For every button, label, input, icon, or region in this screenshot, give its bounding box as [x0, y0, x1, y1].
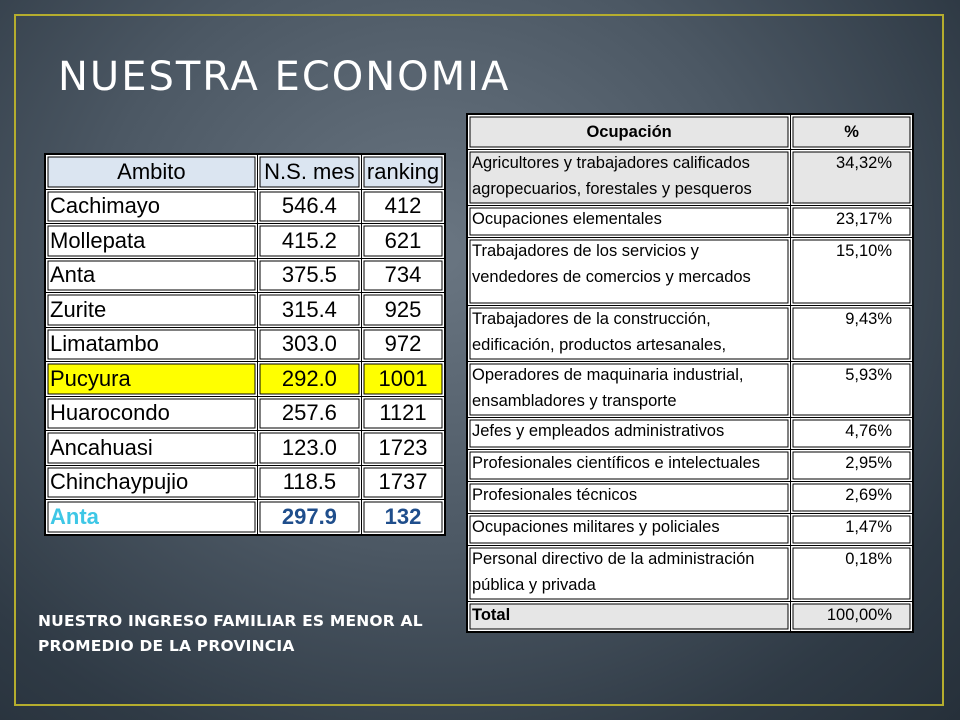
header-ns-mes: N.S. mes: [257, 154, 361, 189]
cell-ranking: 621: [362, 224, 445, 259]
table-row: [45, 431, 445, 466]
cell-ranking: 1737: [362, 465, 445, 500]
cell-percent: 23,17%: [791, 206, 913, 238]
cell-ocupacion: Operadores de maquinaria industrial, ensambladores y transporte: [467, 362, 791, 418]
cell-ranking: 1121: [362, 396, 445, 431]
table-row: [467, 362, 913, 418]
cell-ranking: 734: [362, 258, 445, 293]
table-row: [45, 224, 445, 259]
table-row: [467, 450, 913, 482]
table-row: [45, 327, 445, 362]
cell-ocupacion: Personal directivo de la administración pública y privada: [467, 546, 791, 602]
table-row: [467, 418, 913, 450]
table-row: [45, 258, 445, 293]
table-row: [467, 238, 913, 306]
cell-ns-mes: 303.0: [257, 327, 361, 362]
table-row: [45, 465, 445, 500]
cell-ocupacion: Profesionales técnicos: [467, 482, 791, 514]
table-row: [45, 396, 445, 431]
table-row: [467, 306, 913, 362]
table-header-row: [45, 154, 445, 189]
total-row: [467, 602, 913, 632]
cell-ns-mes: 315.4: [257, 293, 361, 328]
cell-ambito: Chinchaypujio: [45, 465, 257, 500]
table-row: [467, 206, 913, 238]
cell-ocupacion: Ocupaciones militares y policiales: [467, 514, 791, 546]
cell-ambito: Cachimayo: [45, 189, 257, 224]
cell-ambito: Mollepata: [45, 224, 257, 259]
total-row: [45, 500, 445, 535]
cell-percent: 34,32%: [791, 150, 913, 206]
cell-ocupacion: Agricultores y trabajadores calificados agropecuarios, forestales y pesqueros: [467, 150, 791, 206]
highlighted-row-pucyura: [45, 362, 445, 397]
header-ranking: ranking: [362, 154, 445, 189]
cell-ocupacion: Trabajadores de los servicios y vendedores de comercios y mercados: [467, 238, 791, 306]
header-ambito: Ambito: [45, 154, 257, 189]
header-ocupacion: Ocupación: [467, 114, 791, 150]
cell-ns-mes: 292.0: [257, 362, 361, 397]
table-row: [467, 150, 913, 206]
cell-ranking: 412: [362, 189, 445, 224]
cell-ns-mes: 546.4: [257, 189, 361, 224]
total-percent: 100,00%: [791, 602, 913, 632]
total-ns-mes: 297.9: [257, 500, 361, 535]
cell-ns-mes: 415.2: [257, 224, 361, 259]
cell-ns-mes: 123.0: [257, 431, 361, 466]
cell-ocupacion: Profesionales científicos e intelectuales: [467, 450, 791, 482]
cell-ambito: Ancahuasi: [45, 431, 257, 466]
table-row: [467, 546, 913, 602]
cell-ocupacion: Jefes y empleados administrativos: [467, 418, 791, 450]
table-row: [45, 293, 445, 328]
cell-percent: 4,76%: [791, 418, 913, 450]
cell-percent: 2,69%: [791, 482, 913, 514]
cell-ocupacion: Trabajadores de la construcción, edificación, productos artesanales,: [467, 306, 791, 362]
cell-percent: 0,18%: [791, 546, 913, 602]
table-row: [45, 189, 445, 224]
cell-ambito: Zurite: [45, 293, 257, 328]
cell-ranking: 972: [362, 327, 445, 362]
ocupacion-table: [466, 113, 914, 633]
cell-ranking: 1001: [362, 362, 445, 397]
total-ranking: 132: [362, 500, 445, 535]
cell-percent: 2,95%: [791, 450, 913, 482]
total-ambito: Anta: [45, 500, 257, 535]
cell-ranking: 925: [362, 293, 445, 328]
table-header-row: [467, 114, 913, 150]
cell-ns-mes: 375.5: [257, 258, 361, 293]
cell-ns-mes: 257.6: [257, 396, 361, 431]
cell-ranking: 1723: [362, 431, 445, 466]
cell-ambito: Pucyura: [45, 362, 257, 397]
table-row: [467, 482, 913, 514]
slide-title: NUESTRA ECONOMIA: [58, 54, 511, 100]
ambito-income-table: [44, 153, 446, 536]
total-label: Total: [467, 602, 791, 632]
cell-percent: 1,47%: [791, 514, 913, 546]
header-percent: %: [791, 114, 913, 150]
cell-percent: 5,93%: [791, 362, 913, 418]
income-note: NUESTRO INGRESO FAMILIAR ES MENOR AL PROMEDIO DE LA PROVINCIA: [38, 612, 423, 655]
cell-percent: 15,10%: [791, 238, 913, 306]
cell-ocupacion: Ocupaciones elementales: [467, 206, 791, 238]
cell-percent: 9,43%: [791, 306, 913, 362]
cell-ns-mes: 118.5: [257, 465, 361, 500]
cell-ambito: Huarocondo: [45, 396, 257, 431]
cell-ambito: Anta: [45, 258, 257, 293]
table-row: [467, 514, 913, 546]
cell-ambito: Limatambo: [45, 327, 257, 362]
